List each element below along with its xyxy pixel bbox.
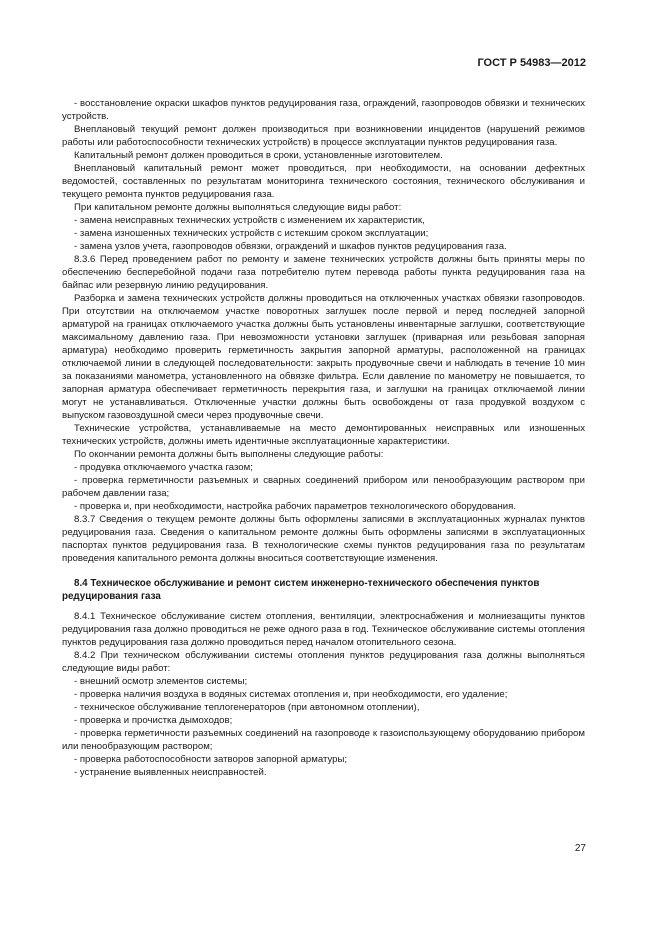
paragraph: - замена изношенных технических устройств с истекшим сроком эксплуатации;	[74, 228, 429, 239]
document-header: ГОСТ Р 54983—2012	[477, 57, 586, 69]
paragraph: - замена неисправных технических устройств с изменением их характеристик,	[74, 215, 425, 226]
paragraph: Внеплановый текущий ремонт должен производиться при возникновении инцидентов (нарушений режимов работы или работоспособности технических устройств) в процессе эксплуатации пунктов редуцирования газа.	[62, 124, 585, 148]
paragraph: По окончании ремонта должны быть выполнены следующие работы:	[74, 449, 384, 460]
paragraph: 8.3.7 Сведения о текущем ремонте должны быть оформлены записями в эксплуатационных журналах пунктов редуцирования газа. Сведения о капитальном ремонте должны быть оформлены записями в эксплуатационных паспортах пунктов редуцирования газа. В технологические схемы пунктов редуцирования газа по результатам проведения капитального ремонта должны вноситься соответствующие изменения.	[62, 514, 585, 564]
paragraph: 8.3.6 Перед проведением работ по ремонту и замене технических устройств должны быть приняты меры по обеспечению бесперебойной подачи газа потребителю путем перевода работы пункта редуцирования газа на байпас или резервную линию редуцирования.	[62, 254, 585, 291]
paragraph: - проверка и, при необходимости, настройка рабочих параметров технологического оборудования.	[74, 501, 517, 512]
paragraph: - проверка работоспособности затворов запорной арматуры;	[74, 754, 348, 765]
paragraph: - внешний осмотр элементов системы;	[74, 676, 248, 687]
paragraph-group-a	[62, 97, 585, 565]
paragraph: 8.4.2 При техническом обслуживании системы отопления пунктов редуцирования газа должны выполняться следующие виды работ:	[62, 650, 585, 674]
page-body	[62, 97, 585, 779]
paragraph: - проверка и прочистка дымоходов;	[74, 715, 233, 726]
paragraph-group-b	[62, 610, 585, 779]
paragraph: - проверка наличия воздуха в водяных системах отопления и, при необходимости, его удаление;	[74, 689, 508, 700]
paragraph: При капитальном ремонте должны выполняться следующие виды работ:	[74, 202, 402, 213]
section-heading: 8.4 Техническое обслуживание и ремонт систем инженерно-технического обеспечения пунктов редуцирования газа	[62, 578, 540, 602]
paragraph: 8.4.1 Техническое обслуживание систем отопления, вентиляции, электроснабжения и молниезащиты пунктов редуцирования газа должно проводиться не реже одного раза в год. Техническое обслуживание системы отопления пунктов редуцирования газа должно проводиться перед началом отопительного сезона.	[62, 611, 585, 648]
paragraph: - замена узлов учета, газопроводов обвязки, ограждений и шкафов пунктов редуцирования газа.	[74, 241, 507, 252]
paragraph: - техническое обслуживание теплогенераторов (при автономном отоплении),	[74, 702, 420, 713]
paragraph: Капитальный ремонт должен проводиться в сроки, установленные изготовителем.	[74, 150, 443, 161]
paragraph: - восстановление окраски шкафов пунктов редуцирования газа, ограждений, газопроводов обвязки и технических устройств.	[62, 98, 585, 122]
paragraph: Внеплановый капитальный ремонт может проводиться, при необходимости, на основании дефектных ведомостей, составленных по результатам мониторинга технического состояния, технического обслуживания и текущего ремонта пунктов редуцирования газа.	[62, 163, 585, 200]
paragraph: - устранение выявленных неисправностей.	[74, 767, 267, 778]
paragraph: Разборка и замена технических устройств должны проводиться на отключенных участках обвязки газопроводов. При отсутствии на отключаемом участке поворотных заглушек после первой и перед последней запорной арматурой на границах отключаемого участка должны быть установлены инвентарные заглушки, соответствующие максимальному давлению газа. При невозможности установки заглушек (приварная или резьбовая запорная арматура) необходимо проверить герметичность закрытия запорной арматуры, расположенной на границах отключаемой линии в следующей последовательности: закрыть продувочные свечи и наблюдать в течение 10 мин за показаниями манометра, установленного на обвязке фильтра. Если давление по манометру не повышается, то запорная арматура обеспечивает герметичность перекрытия газа, и заглушки на границах отключаемой линии могут не устанавливаться. Отключенные участки должны быть освобождены от газа продувкой воздухом с выпуском газовоздушной смеси через продувочные свечи.	[62, 293, 585, 421]
paragraph: - продувка отключаемого участка газом;	[74, 462, 253, 473]
paragraph: - проверка герметичности разъемных и сварных соединений прибором или пенообразующим раствором при рабочем давлении газа;	[62, 475, 585, 499]
page-number: 27	[574, 843, 586, 854]
paragraph: - проверка герметичности разъемных соединений на газопроводе к газоиспользующему оборудованию прибором или пенообразующим раствором;	[62, 728, 585, 752]
paragraph: Технические устройства, устанавливаемые на место демонтированных неисправных или изношенных технических устройств, должны иметь идентичные эксплуатационные характеристики.	[62, 423, 585, 447]
